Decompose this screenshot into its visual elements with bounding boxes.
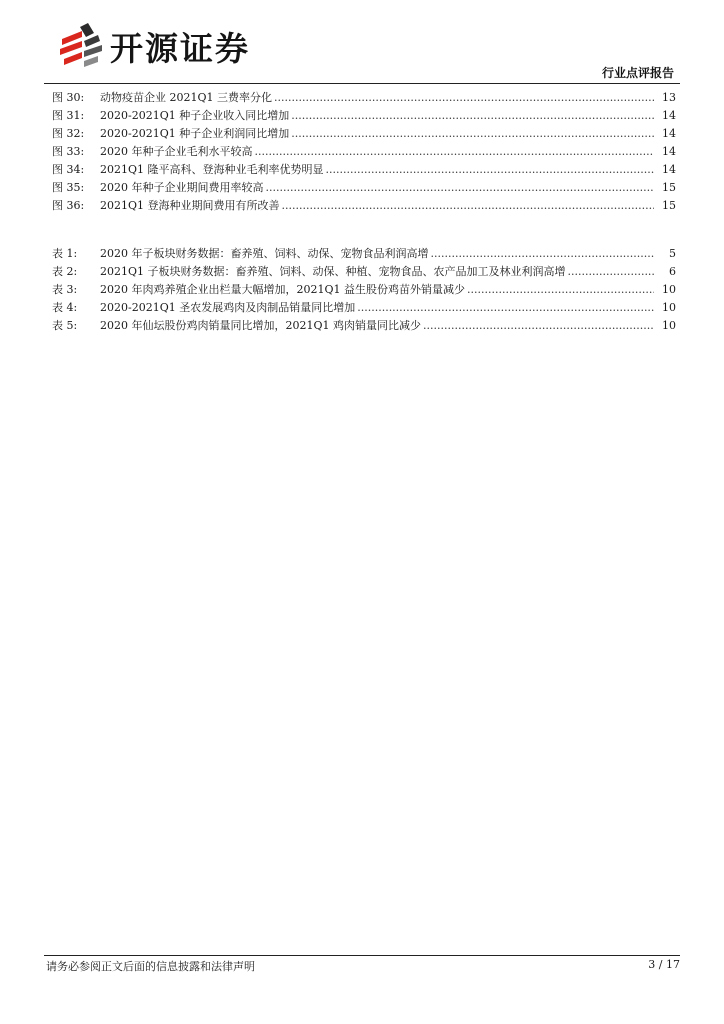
company-logo xyxy=(58,18,250,74)
toc-entry-number: 图 34: xyxy=(52,163,85,176)
toc-entry-title-wrap xyxy=(100,299,654,317)
toc-dot-leader xyxy=(431,245,655,263)
toc-entry[interactable] xyxy=(52,299,676,317)
toc-dot-leader xyxy=(467,281,654,299)
footer-divider xyxy=(44,955,680,956)
toc-entry-title-wrap xyxy=(100,179,654,197)
page-number: 3 / 17 xyxy=(648,958,680,971)
toc-entry-number: 表 5: xyxy=(52,319,78,332)
toc-entry-title: 2020 年子板块财务数据：畜养殖、饲料、动保、宠物食品利润高增 xyxy=(100,247,429,260)
toc-entry-number: 表 4: xyxy=(52,301,78,314)
toc-entry-title-wrap xyxy=(100,143,654,161)
toc-entry-number: 表 3: xyxy=(52,283,78,296)
toc-entry-title: 2021Q1 隆平高科、登海种业毛利率优势明显 xyxy=(100,163,324,176)
toc-entry-title: 2020 年种子企业期间费用率较高 xyxy=(100,181,264,194)
toc-dot-leader xyxy=(568,263,654,281)
toc-dot-leader xyxy=(255,143,655,161)
figure-list xyxy=(52,89,676,215)
toc-entry-number: 图 31: xyxy=(52,109,85,122)
toc-entry-page: 14 xyxy=(662,127,676,140)
toc-entry-title: 2020-2021Q1 种子企业收入同比增加 xyxy=(100,109,290,122)
toc-dot-leader xyxy=(326,161,654,179)
toc-entry[interactable] xyxy=(52,125,676,143)
toc-entry[interactable] xyxy=(52,89,676,107)
toc-dot-leader xyxy=(291,125,654,143)
logo-mark-icon xyxy=(58,21,104,71)
toc-entry[interactable] xyxy=(52,281,676,299)
toc-dot-leader xyxy=(266,179,655,197)
toc-entry-page: 15 xyxy=(662,181,676,194)
header-divider xyxy=(44,83,680,84)
toc-entry-title: 2020-2021Q1 圣农发展鸡肉及肉制品销量同比增加 xyxy=(100,301,356,314)
toc-entry-title: 2020 年种子企业毛利水平较高 xyxy=(100,145,253,158)
toc-entry[interactable] xyxy=(52,197,676,215)
toc-entry-page: 14 xyxy=(662,163,676,176)
toc-entry-page: 10 xyxy=(662,283,676,296)
toc-entry[interactable] xyxy=(52,107,676,125)
toc-entry[interactable] xyxy=(52,317,676,335)
toc-entry-title-wrap xyxy=(100,125,654,143)
toc-entry-title-wrap xyxy=(100,281,654,299)
toc-entry[interactable] xyxy=(52,263,676,281)
toc-entry-title-wrap xyxy=(100,263,654,281)
toc-entry-title-wrap xyxy=(100,317,654,335)
toc-entry-title: 2021Q1 子板块财务数据：畜养殖、饲料、动保、种植、宠物食品、农产品加工及林业利润高增 xyxy=(100,265,566,278)
toc-entry-number: 表 1: xyxy=(52,247,78,260)
toc-dot-leader xyxy=(274,89,654,107)
toc-entry-page: 5 xyxy=(669,247,676,260)
toc-entry-number: 图 32: xyxy=(52,127,85,140)
toc-entry-number: 图 33: xyxy=(52,145,85,158)
footer-disclaimer: 请务必参阅正文后面的信息披露和法律声明 xyxy=(46,960,255,973)
toc-entry-number: 图 35: xyxy=(52,181,85,194)
toc-entry-page: 14 xyxy=(662,145,676,158)
toc-entry-page: 13 xyxy=(662,91,676,104)
toc-entry-title: 2020 年仙坛股份鸡肉销量同比增加，2021Q1 鸡肉销量同比减少 xyxy=(100,319,421,332)
toc-dot-leader xyxy=(423,317,654,335)
toc-entry-title-wrap xyxy=(100,161,654,179)
toc-entry-title-wrap xyxy=(100,245,654,263)
toc-entry-page: 15 xyxy=(662,199,676,212)
page-header xyxy=(44,14,680,84)
toc-entry[interactable] xyxy=(52,245,676,263)
toc-entry-title: 2020 年肉鸡养殖企业出栏量大幅增加，2021Q1 益生股份鸡苗外销量减少 xyxy=(100,283,465,296)
toc-entry-number: 表 2: xyxy=(52,265,78,278)
toc-entry-title-wrap xyxy=(100,89,654,107)
toc-entry-page: 10 xyxy=(662,301,676,314)
toc-entry-title: 2020-2021Q1 种子企业利润同比增加 xyxy=(100,127,290,140)
toc-dot-leader xyxy=(282,197,654,215)
toc-dot-leader xyxy=(291,107,654,125)
toc-entry-page: 10 xyxy=(662,319,676,332)
report-type-label: 行业点评报告 xyxy=(601,66,674,80)
toc-entry[interactable] xyxy=(52,179,676,197)
toc-dot-leader xyxy=(357,299,654,317)
toc-entry-number: 图 30: xyxy=(52,91,85,104)
company-name: 开源证券 xyxy=(110,28,250,68)
toc-entry-title: 动物疫苗企业 2021Q1 三费率分化 xyxy=(100,91,273,104)
table-list xyxy=(52,245,676,335)
toc-entry-title-wrap xyxy=(100,197,654,215)
toc-entry-number: 图 36: xyxy=(52,199,85,212)
toc-entry-page: 14 xyxy=(662,109,676,122)
toc-entry-page: 6 xyxy=(669,265,676,278)
toc-entry[interactable] xyxy=(52,143,676,161)
toc-entry[interactable] xyxy=(52,161,676,179)
toc-entry-title-wrap xyxy=(100,107,654,125)
toc-entry-title: 2021Q1 登海种业期间费用有所改善 xyxy=(100,199,280,212)
